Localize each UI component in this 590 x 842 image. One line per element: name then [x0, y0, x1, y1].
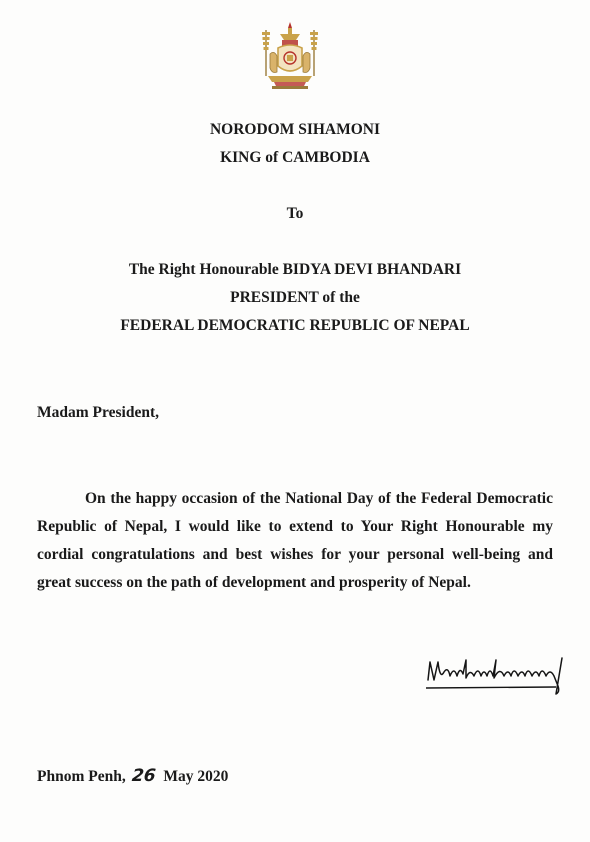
royal-coat-of-arms-icon — [258, 20, 322, 94]
salutation: Madam President, — [37, 404, 159, 421]
sender-title: KING of CAMBODIA — [220, 149, 370, 166]
handwritten-day: 26 — [130, 766, 157, 786]
recipient-title: PRESIDENT of the — [230, 289, 360, 306]
recipient-name: The Right Honourable BIDYA DEVI BHANDARI — [128, 261, 462, 278]
month-year: May 2020 — [163, 768, 229, 785]
handwritten-signature — [424, 650, 574, 698]
to-label: To — [286, 205, 304, 222]
letter-body: On the happy occasion of the National Day of the Federal Democratic Republic of Nepal, I would like to extend to Your Right Honourable my cordial congratulations and best wishes for your personal well-being and great success on the path of development and prosperity of Nepal. — [37, 490, 553, 591]
place: Phnom Penh, — [37, 768, 126, 785]
recipient-country: FEDERAL DEMOCRATIC REPUBLIC OF NEPAL — [120, 317, 470, 334]
place-and-date — [37, 766, 228, 787]
sender-name: NORODOM SIHAMONI — [209, 121, 381, 138]
